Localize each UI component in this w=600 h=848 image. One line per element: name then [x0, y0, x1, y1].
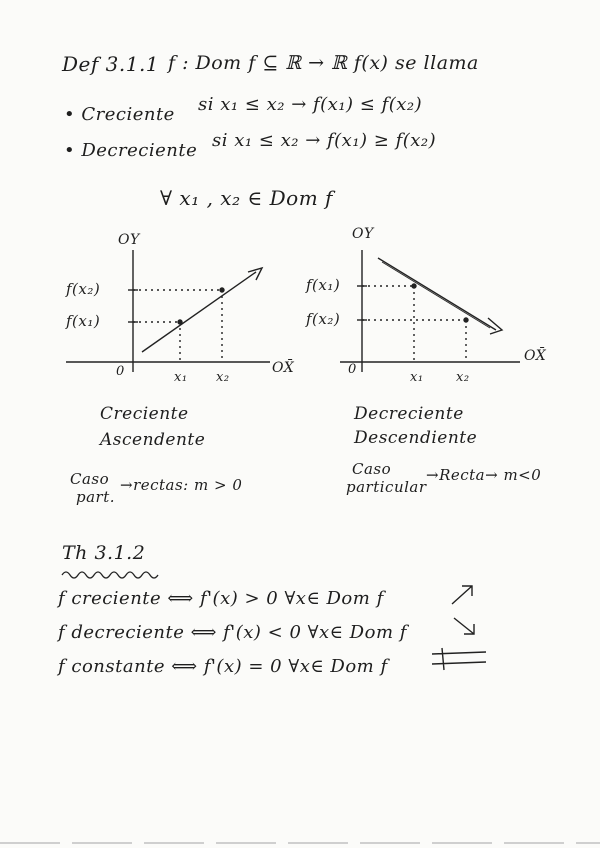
increasing-point-1	[178, 320, 182, 324]
theorem-line-1: f creciente ⟺ f'(x) > 0 ∀x∈ Dom f	[58, 588, 384, 609]
decreasing-note-part: particular	[346, 478, 427, 496]
increasing-fx2-label: f(x₂)	[66, 280, 101, 298]
decreasing-point-1	[412, 284, 416, 288]
page-bottom-edge	[0, 842, 600, 844]
increasing-point-2	[220, 288, 224, 292]
definition-heading: Def 3.1.1	[62, 52, 160, 76]
increasing-fx1-label: f(x₁)	[66, 312, 101, 330]
increasing-note-rest: →rectas: m > 0	[120, 476, 243, 494]
decreasing-note-rest: →Recta→ m<0	[426, 466, 542, 484]
decreasing-x2-label: x₂	[456, 370, 470, 385]
squiggle-underline-icon	[62, 572, 158, 578]
theorem-heading: Th 3.1.2	[62, 542, 146, 564]
increasing-x2-label: x₂	[216, 370, 230, 385]
increasing-caption-2: Ascendente	[100, 430, 206, 450]
increasing-x1-label: x₁	[174, 370, 188, 385]
creciente-condition: si x₁ ≤ x₂ → f(x₁) ≤ f(x₂)	[198, 94, 423, 115]
arrow-up-right-icon	[452, 586, 472, 604]
increasing-x-axis-label: OX̄	[272, 360, 295, 376]
quantifier-line: ∀ x₁ , x₂ ∈ Dom f	[160, 186, 333, 210]
decreasing-x-axis-label: OX̄	[524, 348, 547, 364]
theorem-line-3: f constante ⟺ f'(x) = 0 ∀x∈ Dom f	[58, 656, 388, 677]
decreasing-fx2-label: f(x₂)	[306, 310, 341, 328]
increasing-origin-label: 0	[116, 364, 125, 379]
decreciente-label: • Decreciente	[64, 140, 198, 161]
increasing-arrow-icon	[248, 268, 262, 280]
decreasing-point-2	[464, 318, 468, 322]
creciente-label: • Creciente	[64, 104, 175, 125]
increasing-graph	[66, 250, 270, 372]
increasing-line	[142, 272, 256, 352]
decreasing-caption-1: Decreciente	[354, 404, 464, 424]
decreasing-line-shadow	[382, 262, 490, 328]
decreasing-graph	[340, 250, 520, 372]
decreasing-fx1-label: f(x₁)	[306, 276, 341, 294]
definition-statement: f : Dom f ⊆ ℝ → ℝ f(x) se llama	[168, 52, 479, 74]
decreciente-condition: si x₁ ≤ x₂ → f(x₁) ≥ f(x₂)	[212, 130, 437, 151]
increasing-note-caso: Caso	[70, 470, 110, 488]
horizontal-lines-icon	[432, 648, 486, 670]
increasing-note-part: part.	[76, 488, 116, 506]
increasing-caption-1: Creciente	[100, 404, 189, 424]
theorem-line-2: f decreciente ⟺ f'(x) < 0 ∀x∈ Dom f	[58, 622, 407, 643]
arrow-down-right-icon	[454, 618, 474, 634]
decreasing-note-caso: Caso	[352, 460, 392, 478]
decreasing-origin-label: 0	[348, 362, 357, 377]
increasing-y-axis-label: OY	[118, 232, 140, 248]
decreasing-x1-label: x₁	[410, 370, 424, 385]
decreasing-line	[378, 258, 496, 330]
decreasing-caption-2: Descendiente	[354, 428, 478, 448]
decreasing-y-axis-label: OY	[352, 226, 374, 242]
